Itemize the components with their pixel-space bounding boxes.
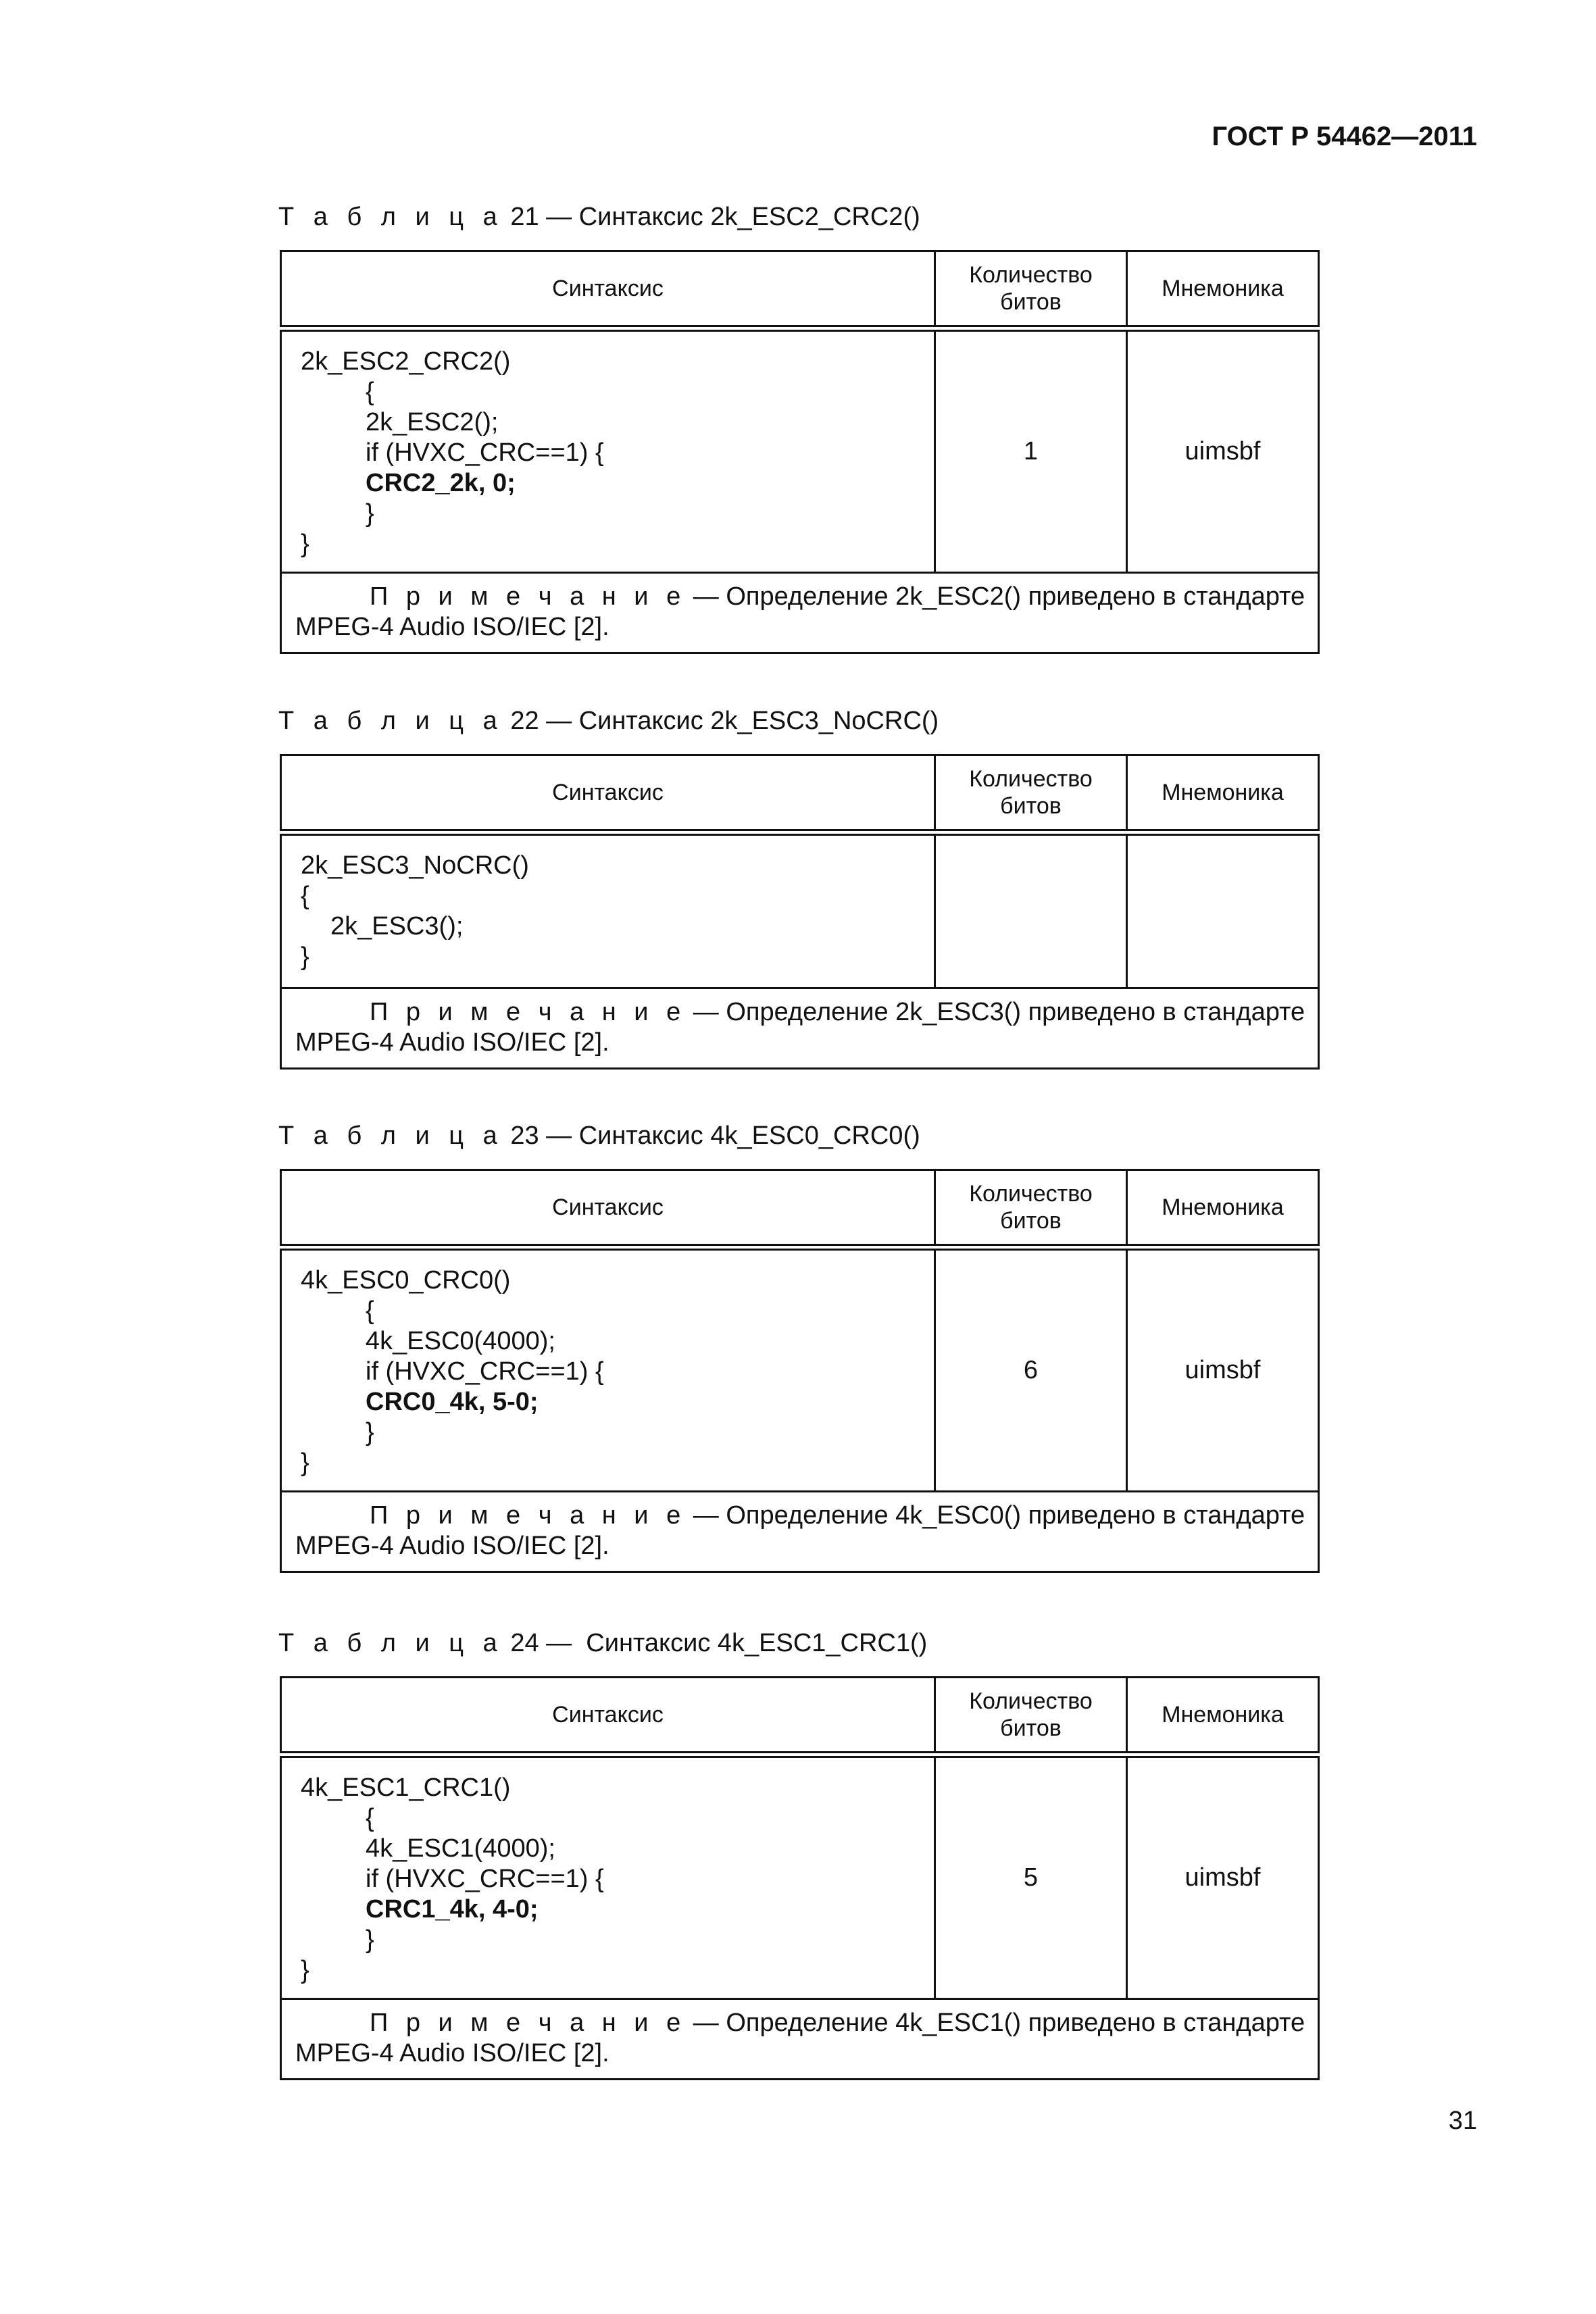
table-21-caption xyxy=(278,203,920,232)
table-22-header-syntax: Синтаксис xyxy=(281,755,935,833)
note-text: — Определение 2k_ESC3() приведено в стандарте MPEG-4 Audio ISO/IEC [2]. xyxy=(295,998,1305,1057)
code-line: if (HVXC_CRC==1) { xyxy=(366,1865,604,1893)
code-line: } xyxy=(301,1449,309,1477)
table-21-caption-label: Т а б л и ц а xyxy=(278,203,503,231)
code-line: { xyxy=(366,378,374,406)
code-line: 4k_ESC0_CRC0() xyxy=(301,1266,511,1294)
page-number: 31 xyxy=(1448,2107,1477,2135)
table-24-note xyxy=(281,1999,1319,2080)
code-line: } xyxy=(366,499,374,528)
table-21-mnemonic-cell: uimsbf xyxy=(1127,328,1319,573)
code-line: 2k_ESC3_NoCRC() xyxy=(301,851,529,880)
table-22-header-row xyxy=(281,755,1319,833)
table-24-bits-cell: 5 xyxy=(935,1755,1127,1999)
table-24-header-bits: Количество битов xyxy=(935,1678,1127,1755)
table-24-caption xyxy=(278,1629,927,1658)
table-24-syntax-cell xyxy=(281,1755,935,1999)
note-label: П р и м е ч а н и е xyxy=(370,582,687,611)
table-23-bits-cell: 6 xyxy=(935,1247,1127,1492)
code-line: 4k_ESC0(4000); xyxy=(366,1327,555,1355)
code-line: } xyxy=(301,1956,309,1984)
table-24 xyxy=(280,1676,1320,2080)
code-line: 2k_ESC3(); xyxy=(330,912,464,940)
code-line: { xyxy=(301,882,309,910)
table-21-note-row xyxy=(281,573,1319,653)
table-23-note xyxy=(281,1492,1319,1572)
code-line: } xyxy=(301,942,309,971)
code-line: 2k_ESC2_CRC2() xyxy=(301,347,511,376)
document-code: ГОСТ Р 54462—2011 xyxy=(1212,122,1477,151)
code-line: { xyxy=(366,1297,374,1325)
code-line: 2k_ESC2(); xyxy=(366,408,499,436)
note-text: — Определение 2k_ESC2() приведено в стандарте MPEG-4 Audio ISO/IEC [2]. xyxy=(295,582,1305,641)
table-24-body-row xyxy=(281,1755,1319,1999)
note-label: П р и м е ч а н и е xyxy=(370,1501,687,1530)
table-22-caption-text: 22 — Синтаксис 2k_ESC3_NoCRC() xyxy=(510,707,939,735)
table-21-bits-cell: 1 xyxy=(935,328,1127,573)
table-21-body-row xyxy=(281,328,1319,573)
code-line: 4k_ESC1(4000); xyxy=(366,1834,555,1863)
table-21-syntax-cell xyxy=(281,328,935,573)
table-23-caption-label: Т а б л и ц а xyxy=(278,1122,503,1150)
code-line: CRC0_4k, 5-0; xyxy=(366,1388,539,1416)
code-line: CRC1_4k, 4-0; xyxy=(366,1895,539,1923)
table-21 xyxy=(280,250,1320,654)
table-22-caption xyxy=(278,707,939,736)
code-line: } xyxy=(366,1418,374,1447)
table-24-header-syntax: Синтаксис xyxy=(281,1678,935,1755)
table-21-note xyxy=(281,573,1319,653)
code-line: if (HVXC_CRC==1) { xyxy=(366,438,604,467)
table-22 xyxy=(280,754,1320,1070)
table-24-caption-text: 24 — Синтаксис 4k_ESC1_CRC1() xyxy=(510,1629,928,1657)
table-23-header-row xyxy=(281,1170,1319,1248)
table-21-caption-text: 21 — Синтаксис 2k_ESC2_CRC2() xyxy=(510,203,920,231)
note-label: П р и м е ч а н и е xyxy=(370,2009,687,2037)
table-23-caption-text: 23 — Синтаксис 4k_ESC0_CRC0() xyxy=(510,1122,920,1150)
table-24-header-row xyxy=(281,1678,1319,1755)
table-22-note xyxy=(281,988,1319,1069)
table-21-header-row xyxy=(281,251,1319,329)
code-line: } xyxy=(366,1926,374,1954)
table-24-caption-label: Т а б л и ц а xyxy=(278,1629,503,1657)
code-line: CRC2_2k, 0; xyxy=(366,469,516,497)
code-line: 4k_ESC1_CRC1() xyxy=(301,1774,511,1802)
code-line: } xyxy=(301,530,309,558)
table-22-syntax-cell xyxy=(281,832,935,988)
table-24-note-row xyxy=(281,1999,1319,2080)
table-24-header-mnemonic: Мнемоника xyxy=(1127,1678,1319,1755)
table-23-note-row xyxy=(281,1492,1319,1572)
table-21-header-bits: Количество битов xyxy=(935,251,1127,329)
table-23-caption xyxy=(278,1122,920,1151)
code-line: { xyxy=(366,1804,374,1832)
table-22-bits-cell xyxy=(935,832,1127,988)
table-23-header-bits: Количество битов xyxy=(935,1170,1127,1248)
table-22-header-mnemonic: Мнемоника xyxy=(1127,755,1319,833)
code-line: if (HVXC_CRC==1) { xyxy=(366,1357,604,1386)
note-text: — Определение 4k_ESC1() приведено в стандарте MPEG-4 Audio ISO/IEC [2]. xyxy=(295,2009,1305,2067)
table-23-header-mnemonic: Мнемоника xyxy=(1127,1170,1319,1248)
table-22-note-row xyxy=(281,988,1319,1069)
table-22-body-row xyxy=(281,832,1319,988)
table-23-syntax-cell xyxy=(281,1247,935,1492)
table-21-header-mnemonic: Мнемоника xyxy=(1127,251,1319,329)
table-23-mnemonic-cell: uimsbf xyxy=(1127,1247,1319,1492)
note-text: — Определение 4k_ESC0() приведено в стандарте MPEG-4 Audio ISO/IEC [2]. xyxy=(295,1501,1305,1560)
table-21-header-syntax: Синтаксис xyxy=(281,251,935,329)
table-23-header-syntax: Синтаксис xyxy=(281,1170,935,1248)
table-22-mnemonic-cell xyxy=(1127,832,1319,988)
note-label: П р и м е ч а н и е xyxy=(370,998,687,1026)
table-23-body-row xyxy=(281,1247,1319,1492)
table-22-caption-label: Т а б л и ц а xyxy=(278,707,503,735)
table-22-header-bits: Количество битов xyxy=(935,755,1127,833)
table-24-mnemonic-cell: uimsbf xyxy=(1127,1755,1319,1999)
table-23 xyxy=(280,1169,1320,1573)
